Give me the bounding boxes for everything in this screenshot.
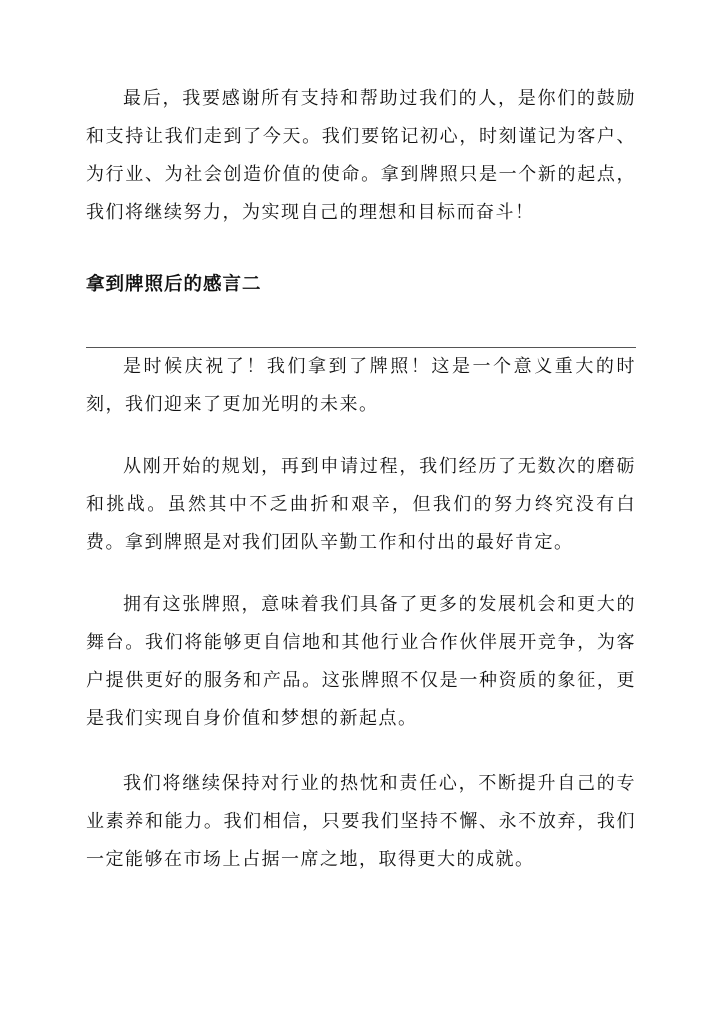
paragraph: 是时候庆祝了！我们拿到了牌照！这是一个意义重大的时刻，我们迎来了更加光明的未来。 <box>86 356 636 415</box>
paragraph: 从刚开始的规划，再到申请过程，我们经历了无数次的磨砺和挑战。虽然其中不乏曲折和艰辛，但我们的努力终究没有白费。拿到牌照是对我们团队辛勤工作和付出的最好肯定。 <box>86 456 636 553</box>
paragraph: 我们将继续保持对行业的热忱和责任心，不断提升自己的专业素养和能力。我们相信，只要我们坚持不懈、永不放弃，我们一定能够在市场上占据一席之地，取得更大的成就。 <box>86 773 636 870</box>
section-title: 拿到牌照后的感言二 <box>86 274 262 295</box>
paragraph: 拥有这张牌照，意味着我们具备了更多的发展机会和更大的舞台。我们将能够更自信地和其他行业合作伙伴展开竞争，为客户提供更好的服务和产品。这张牌照不仅是一种资质的象征，更是我们实现自身价值和梦想的新起点。 <box>86 594 636 729</box>
intro-paragraph: 最后，我要感谢所有支持和帮助过我们的人，是你们的鼓励和支持让我们走到了今天。我们要铭记初心，时刻谨记为客户、为行业、为社会创造价值的使命。拿到牌照只是一个新的起点，我们将继续努力，为实现自己的理想和目标而奋斗！ <box>86 88 636 223</box>
